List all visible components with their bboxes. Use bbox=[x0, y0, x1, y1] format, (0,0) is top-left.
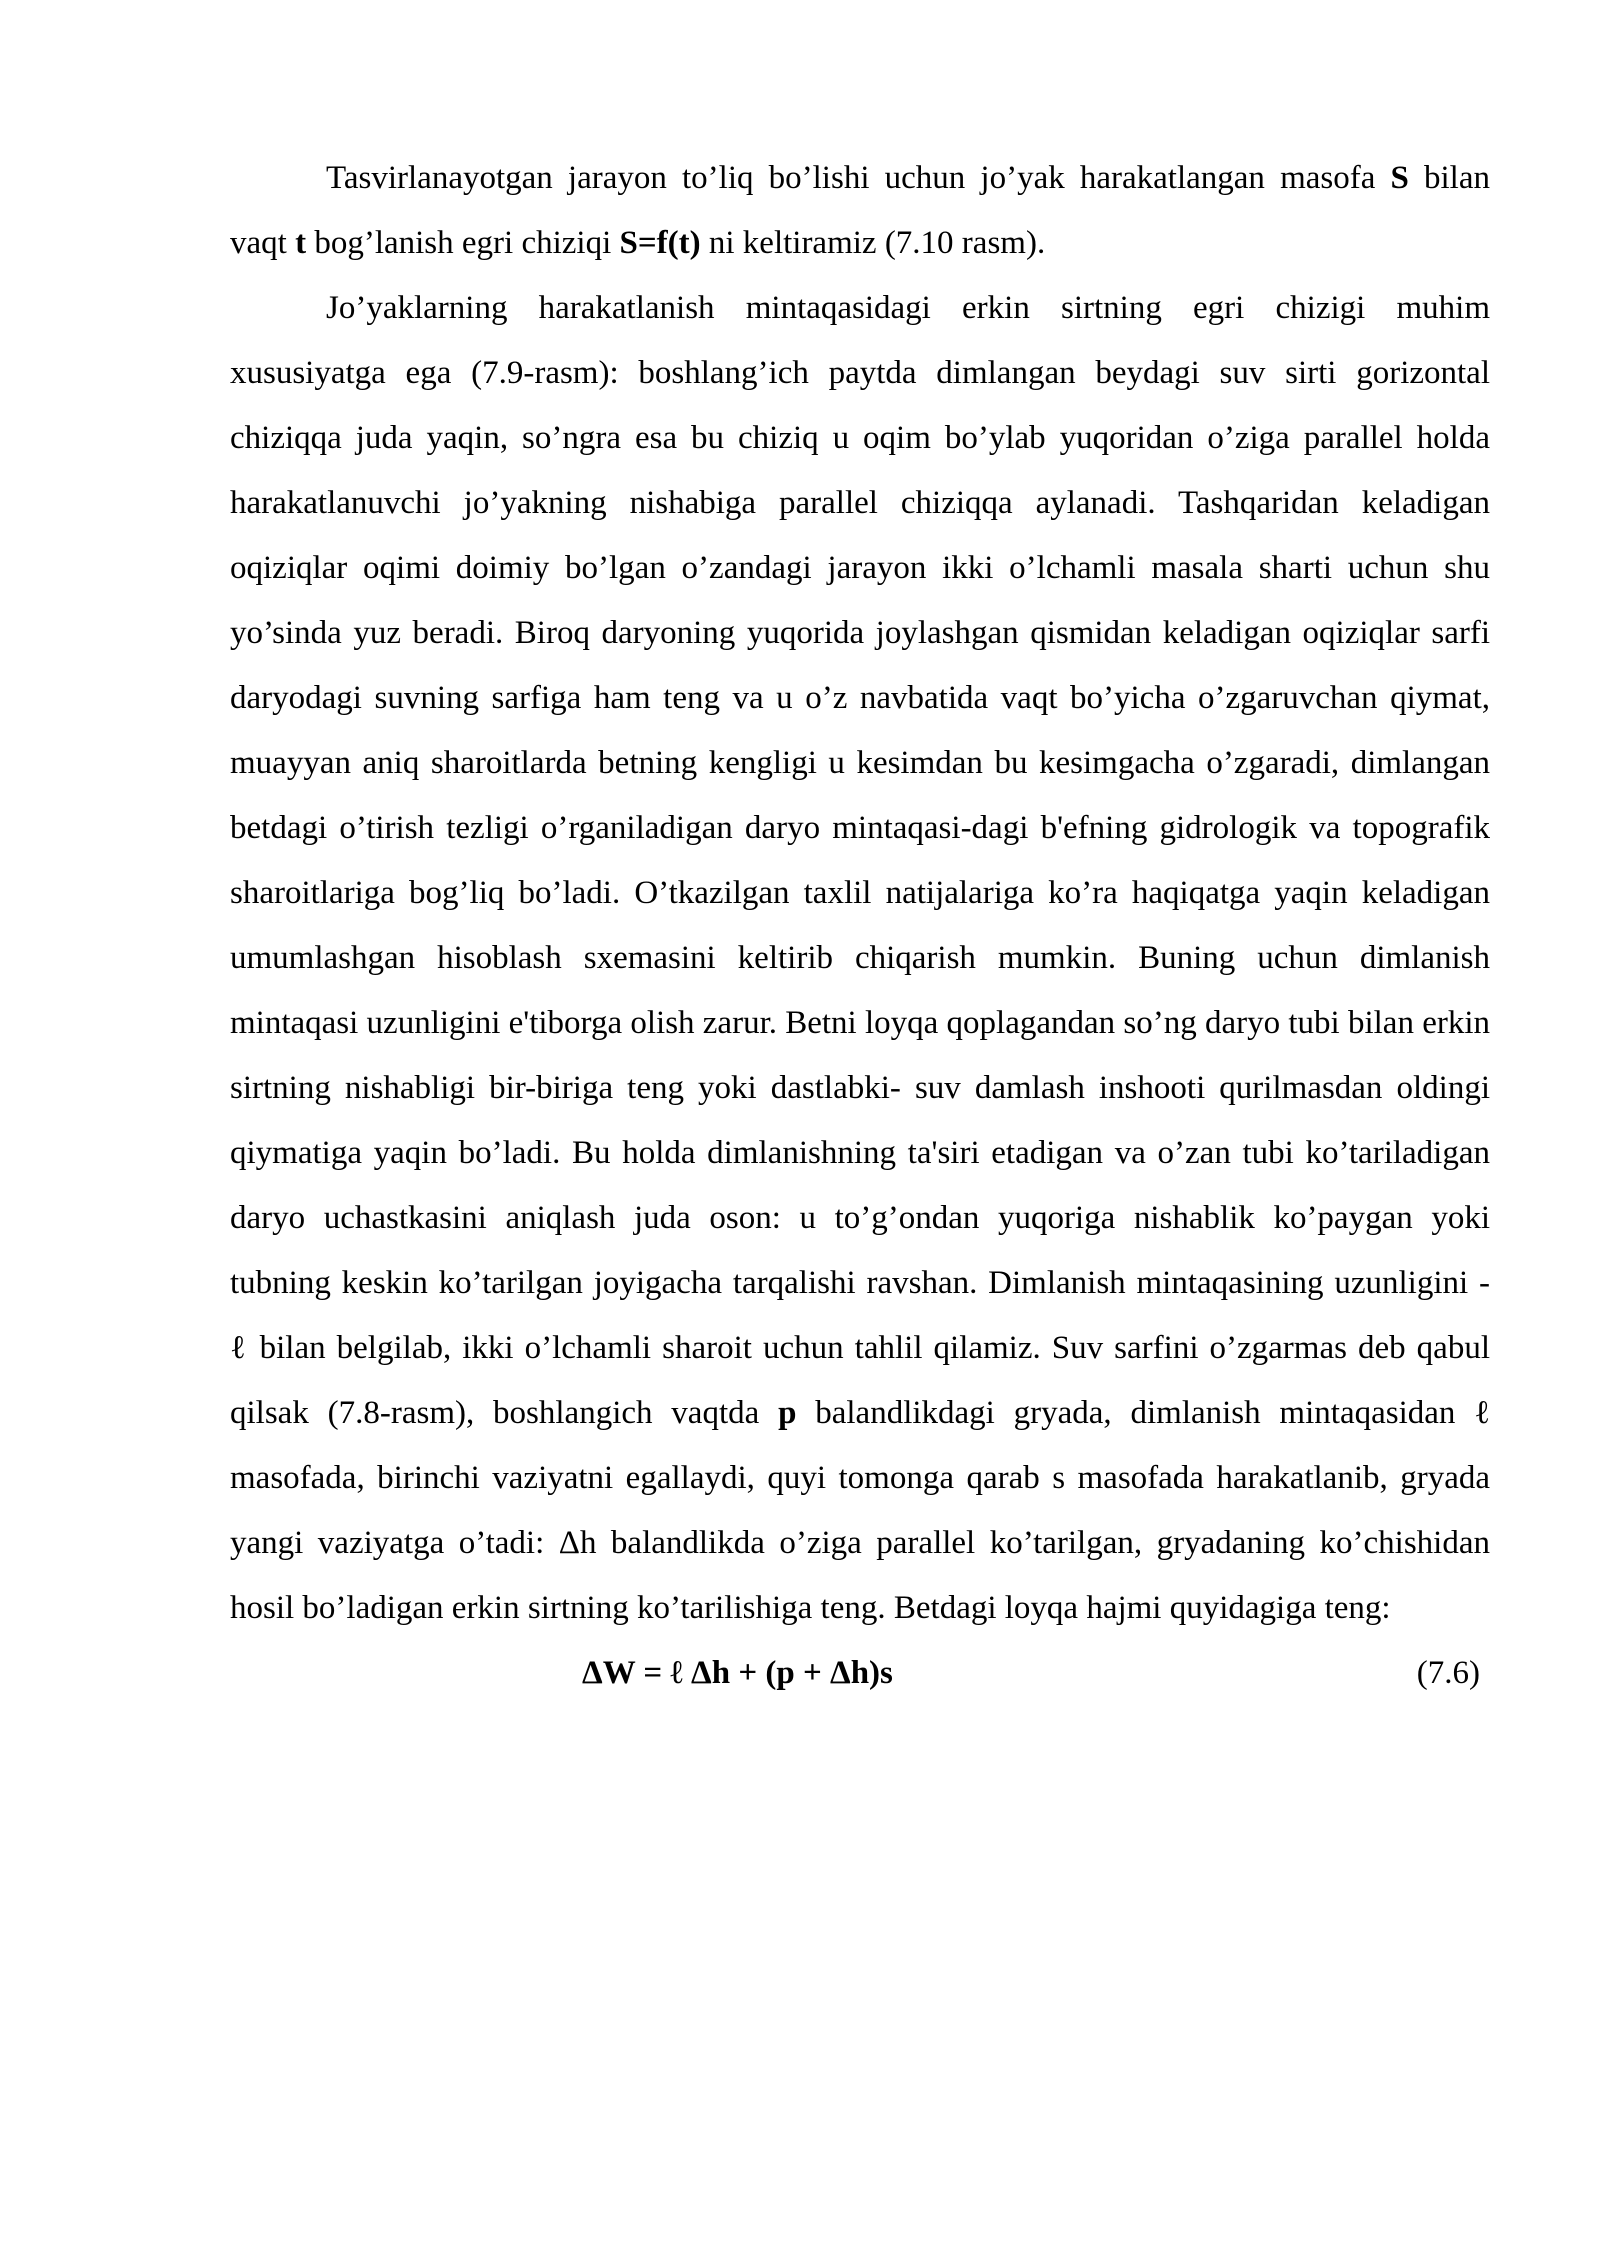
text-run: bog’lanish egri chiziqi bbox=[306, 225, 620, 261]
symbol-s: S bbox=[1390, 160, 1409, 196]
formula: ΔW = ℓ Δh + (p + Δh)s bbox=[582, 1655, 893, 1691]
paragraph-1 bbox=[230, 146, 1490, 276]
paragraph-2 bbox=[230, 276, 1490, 1641]
function-s-of-t: S=f(t) bbox=[619, 225, 701, 261]
text-run: balandlikdagi gryada, dimlanish mintaqasidan ℓ masofada, birinchi vaziyatni egallaydi, quyi tomonga qarab s masofada harakatlanib, gryada yangi vaziyatga o’tadi: Δh balandlikda o’ziga parallel ko’tarilgan, gryadaning ko’chishidan hosil bo’ladigan erkin sirtning ko’tarilishiga teng. Betdagi loyqa hajmi quyidagiga teng: bbox=[230, 1395, 1490, 1626]
document-page bbox=[230, 146, 1490, 1706]
symbol-t: t bbox=[295, 225, 307, 261]
text-run: Jo’yaklarning harakatlanish mintaqasidagi erkin sirtning egri chizigi muhim xususiyatga ega (7.9-rasm): boshlang’ich paytda dimlangan beydagi suv sirti gorizontal chiziqqa juda yaqin, so’ngra esa bu chiziq u oqim bo’ylab yuqoridan o’ziga parallel holda harakatlanuvchi jo’yakning nishabiga parallel chiziqqa aylanadi. Tashqaridan keladigan oqiziqlar oqimi doimiy bo’lgan o’zandagi jarayon ikki o’lchamli masala sharti uchun shu yo’sinda yuz beradi. Biroq daryoning yuqorida joylashgan qismidan keladigan oqiziqlar sarfi daryodagi suvning sarfiga ham teng va u o’z navbatida vaqt bo’yicha o’zgaruvchan qiymat, muayyan aniq sharoitlarda betning kengligi u kesimdan bu kesimgacha o’zgaradi, dimlangan betdagi o’tirish tezligi o’rganiladigan daryo mintaqasi-dagi b'efning gidrologik va topografik sharoitlariga bog’liq bo’ladi. O’tkazilgan taxlil natijalariga ko’ra haqiqatga yaqin keladigan umumlashgan hisoblash sxemasini keltirib chiqarish mumkin. Buning uchun dimlanish mintaqasi uzunligini e'tiborga olish zarur. Betni loyqa qoplagandan so’ng daryo tubi bilan erkin sirtning nishabligi bir-biriga teng yoki dastlabki- suv damlash inshooti qurilmasdan oldingi qiymatiga yaqin bo’ladi. Bu holda dimlanishning ta'siri etadigan va o’zan tubi ko’tariladigan daryo uchastkasini aniqlash juda oson: u to’g’ondan yuqoriga nishablik ko’paygan yoki tubning keskin ko’tarilgan joyigacha tarqalishi ravshan. Dimlanish mintaqasining uzunligini - ℓ bilan belgilab, ikki o’lchamli sharoit uchun tahlil qilamiz. Suv sarfini o’zgarmas deb qabul qilsak (7.8-rasm), boshlangich vaqtda bbox=[230, 290, 1490, 1431]
formula-row bbox=[230, 1641, 1490, 1706]
text-run: ni keltiramiz (7.10 rasm). bbox=[700, 225, 1046, 261]
text-run: bilan vaqt bbox=[230, 160, 1491, 261]
symbol-p: p bbox=[778, 1395, 797, 1431]
equation-number: (7.6) bbox=[1416, 1655, 1480, 1691]
text-run: Tasvirlanayotgan jarayon to’liq bo’lishi uchun jo’yak harakatlangan masofa bbox=[326, 160, 1391, 196]
